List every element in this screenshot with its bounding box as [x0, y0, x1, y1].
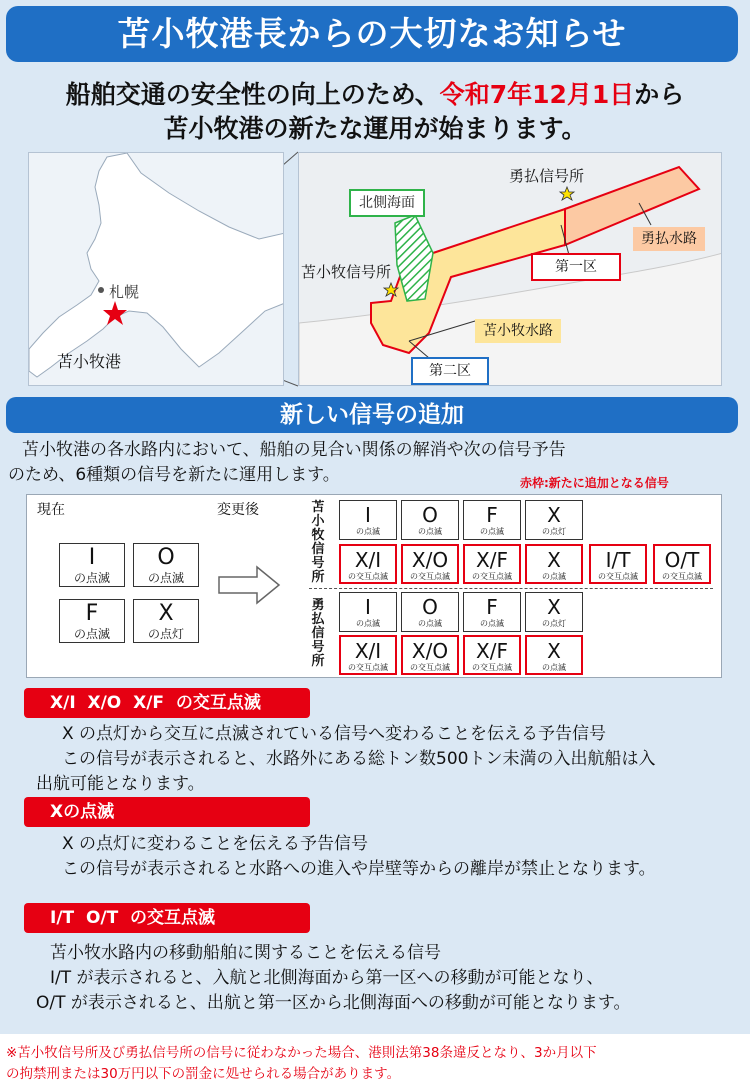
section-title: 新しい信号の追加: [6, 397, 738, 433]
section1-heading: X/I X/O X/F の交互点滅: [24, 688, 310, 718]
legal-footer: [0, 1034, 750, 1085]
signal-letter: X/I: [354, 639, 382, 663]
signal-letter: I/T: [605, 548, 631, 572]
signal-letter: X/F: [476, 548, 508, 572]
page-title: 苫小牧港長からの大切なお知らせ: [6, 6, 738, 62]
footer-line1: ※苫小牧信号所及び勇払信号所の信号に従わなかった場合、港則法第38条違反となり、3か月以下: [6, 1045, 597, 1061]
yufutsu-signal-o: [401, 592, 459, 632]
signal-letter: I: [365, 595, 371, 619]
signal-panel: [26, 494, 722, 678]
zone2-label: 第二区: [411, 357, 489, 385]
signal-letter: F: [85, 601, 99, 626]
yufutsu-station-label: 勇払信号所: [509, 167, 585, 185]
signal-mode: の点灯: [542, 619, 566, 628]
after-label: 変更後: [217, 502, 259, 518]
signal-letter: O: [157, 545, 175, 570]
tomakomai-signal-xf: [463, 544, 521, 584]
signal-mode: の点灯: [542, 527, 566, 536]
yufutsu-signal-f: [463, 592, 521, 632]
signal-mode: の点滅: [418, 619, 442, 628]
signal-letter: I: [88, 545, 96, 570]
tomakomai-channel-label: 苫小牧水路: [475, 319, 561, 343]
sapporo-label: 札幌: [109, 283, 140, 301]
tomakomai-signal-i: [339, 500, 397, 540]
signal-letter: I: [365, 503, 371, 527]
tomakomai-signal-ot: [653, 544, 711, 584]
signal-mode: の交互点滅: [472, 572, 512, 581]
signal-mode: の点滅: [356, 527, 380, 536]
signal-mode: の点滅: [542, 663, 566, 672]
tomakomai-station-vertical-label: 苫小牧信号所: [311, 500, 325, 585]
signal-mode: の交互点滅: [348, 663, 388, 672]
section2-line2: この信号が表示されると水路への進入や岸壁等からの離岸が禁止となります。: [62, 859, 656, 879]
section1-line1: X の点灯から交互に点滅されている信号へ変わることを伝える予告信号: [62, 724, 607, 744]
signal-letter: X: [158, 601, 174, 626]
footer-line2: の拘禁刑または30万円以下の罰金に処せられる場合があります。: [6, 1066, 401, 1082]
signal-mode: の交互点滅: [662, 572, 702, 581]
yufutsu-signal-xf: [463, 635, 521, 675]
signal-letter: F: [486, 503, 498, 527]
signal-mode: の交互点滅: [472, 663, 512, 672]
headline-line2: 苫小牧港の新たな運用が始まります。: [163, 114, 587, 143]
signal-letter: O/T: [664, 548, 700, 572]
signal-letter: X: [547, 548, 561, 572]
signal-mode: の点滅: [480, 527, 504, 536]
signal-mode: の点滅: [356, 619, 380, 628]
tomakomai-signal-xo: [401, 544, 459, 584]
start-date: 令和7年12月1日: [439, 80, 635, 109]
tomakomai-signal-o: [401, 500, 459, 540]
signal-mode: の点滅: [418, 527, 442, 536]
signal-letter: X/F: [476, 639, 508, 663]
yufutsu-signal-xi: [339, 635, 397, 675]
signal-letter: X/O: [411, 548, 449, 572]
intro-line1: 苫小牧港の各水路内において、船舶の見合い関係の解消や次の信号予告: [22, 440, 566, 460]
current-label: 現在: [37, 502, 65, 518]
signal-mode: の交互点滅: [348, 572, 388, 581]
signal-letter: O: [422, 503, 438, 527]
section1-line3: 出航可能となります。: [36, 774, 205, 794]
signal-mode: の点滅: [480, 619, 504, 628]
current-signal-f: [59, 599, 125, 643]
signal-letter: O: [422, 595, 438, 619]
tomakomai-signal-f: [463, 500, 521, 540]
signal-mode: の点滅: [147, 571, 184, 585]
signal-letter: F: [486, 595, 498, 619]
yufutsu-signal-x: [525, 592, 583, 632]
section2-heading: Xの点滅: [24, 797, 310, 827]
new-signal-note: 赤枠:新たに追加となる信号: [520, 476, 669, 490]
section3-line2: I/T が表示されると、入航と北側海面から第一区への移動が可能となり、: [50, 968, 604, 988]
yufutsu-signal-xo: [401, 635, 459, 675]
tomakomai-signal-x-blink: [525, 544, 583, 584]
signal-mode: の交互点滅: [410, 663, 450, 672]
section1-line2: この信号が表示されると、水路外にある総トン数500トン未満の入出航船は入: [62, 749, 656, 769]
yufutsu-signal-x-blink: [525, 635, 583, 675]
signal-mode: の交互点滅: [410, 572, 450, 581]
section2-line1: X の点灯に変わることを伝える予告信号: [62, 834, 369, 854]
port-map: [298, 152, 722, 386]
current-signal-o: [133, 543, 199, 587]
tomakomai-station-label: 苫小牧信号所: [301, 263, 392, 281]
current-signal-i: [59, 543, 125, 587]
signal-letter: X/O: [411, 639, 449, 663]
signal-letter: X: [547, 503, 561, 527]
signal-letter: X: [547, 595, 561, 619]
hokkaido-map: [28, 152, 284, 386]
intro-line2: のため、6種類の信号を新たに運用します。: [8, 465, 340, 485]
signal-mode: の点灯: [147, 627, 184, 641]
signal-mode: の点滅: [542, 572, 566, 581]
signal-mode: の交互点滅: [598, 572, 638, 581]
tomakomai-port-label: 苫小牧港: [57, 352, 122, 371]
north-area-label: 北側海面: [349, 189, 425, 217]
section3-line3: O/T が表示されると、出航と第一区から北側海面への移動が可能となります。: [36, 993, 631, 1013]
yufutsu-station-vertical-label: 勇払信号所: [311, 598, 325, 669]
headline-text: から: [634, 80, 685, 109]
section3-line1: 苫小牧水路内の移動船舶に関することを伝える信号: [50, 943, 441, 963]
signal-letter: X/I: [354, 548, 382, 572]
yufutsu-signal-i: [339, 592, 397, 632]
zone1-label: 第一区: [531, 253, 621, 281]
headline-text: 船舶交通の安全性の向上のため、: [65, 80, 440, 109]
current-signal-x: [133, 599, 199, 643]
arrow-right-icon: [217, 565, 281, 605]
signal-mode: の点滅: [73, 627, 110, 641]
signal-mode: の点滅: [73, 571, 110, 585]
tomakomai-signal-x: [525, 500, 583, 540]
station-divider: [309, 588, 713, 589]
section3-heading: I/T O/T の交互点滅: [24, 903, 310, 933]
yufutsu-channel-label: 勇払水路: [633, 227, 705, 251]
signal-letter: X: [547, 639, 561, 663]
tomakomai-signal-xi: [339, 544, 397, 584]
tomakomai-signal-it: [589, 544, 647, 584]
